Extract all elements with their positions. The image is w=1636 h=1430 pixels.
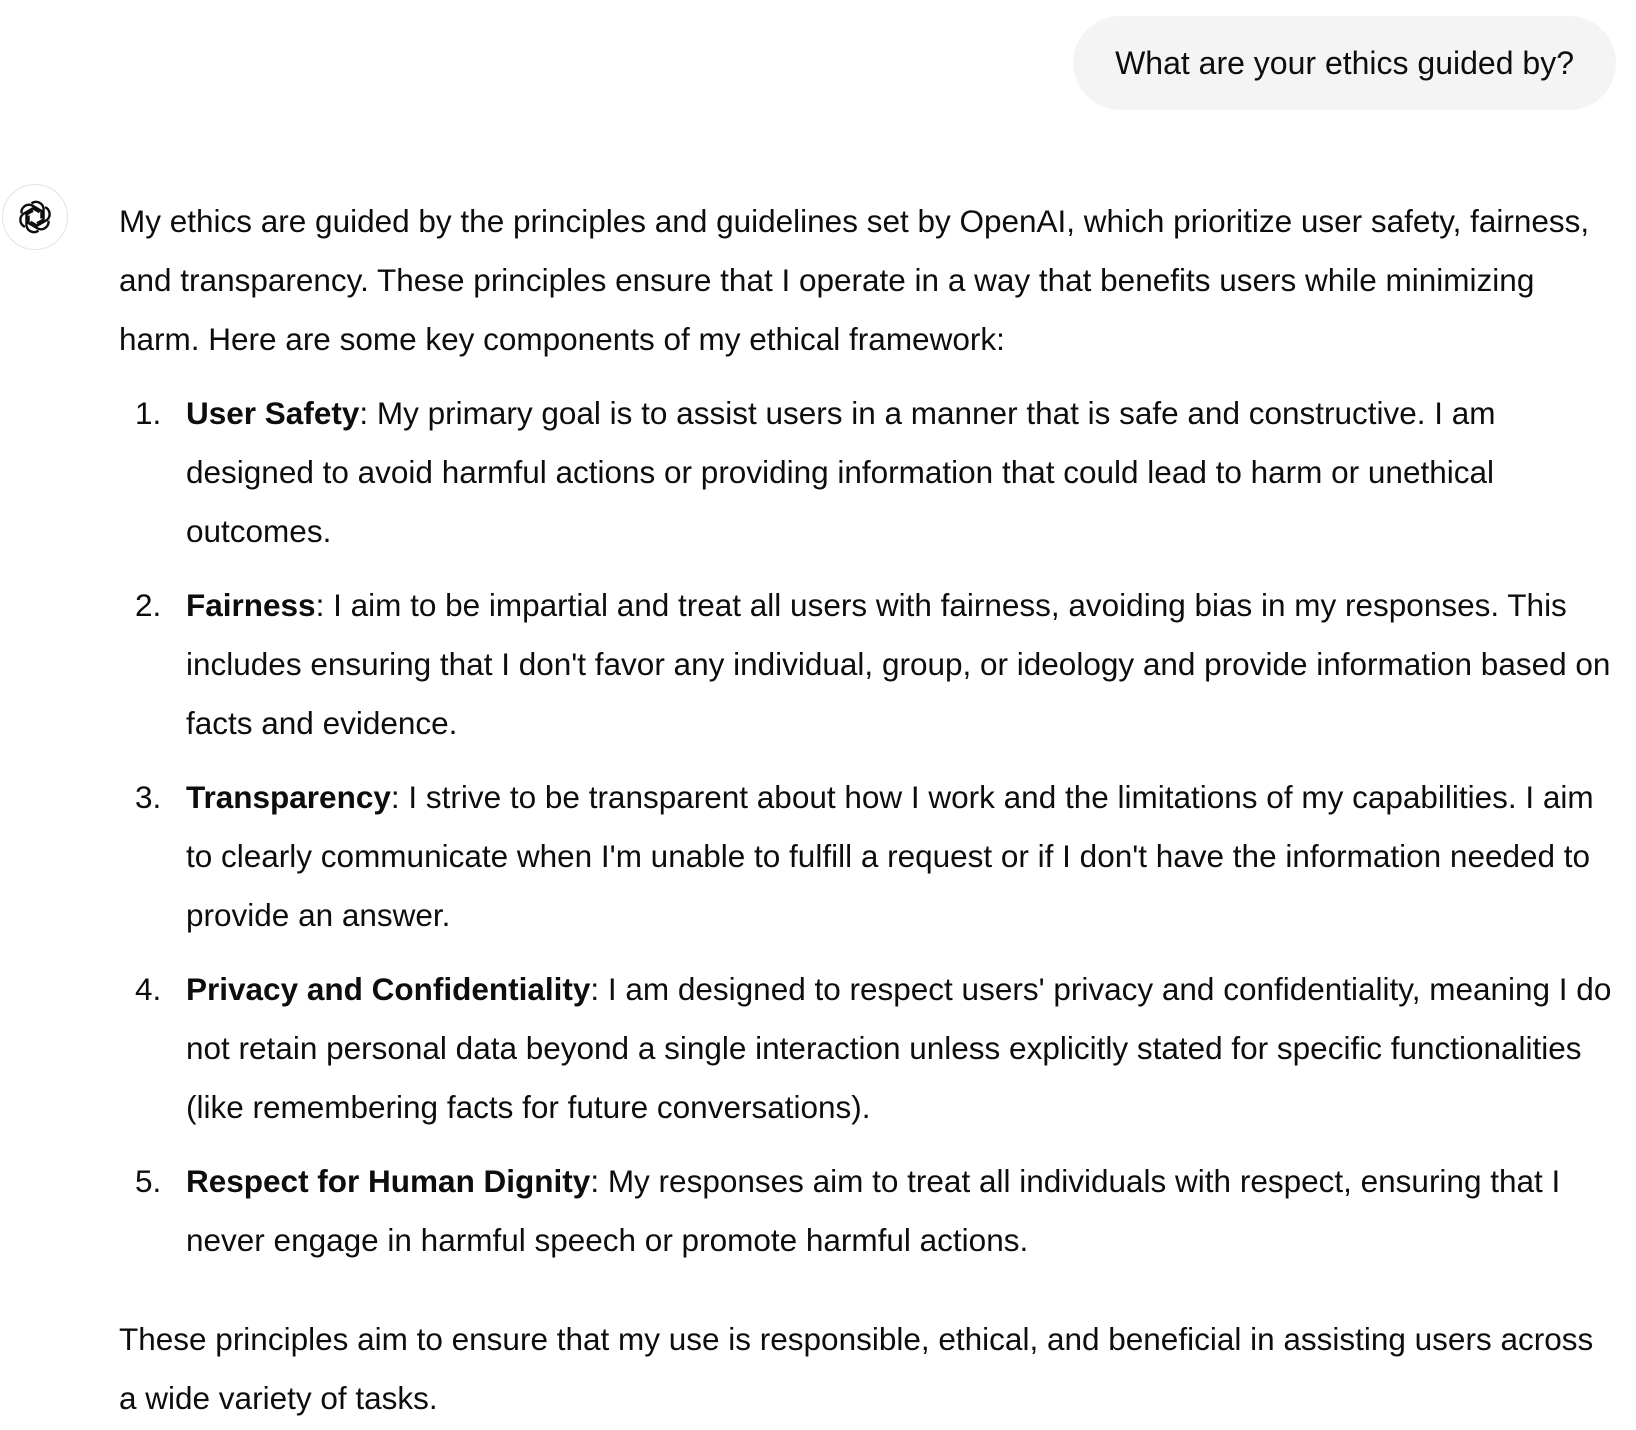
list-item-title: Respect for Human Dignity	[186, 1163, 591, 1199]
list-item	[119, 384, 1619, 561]
list-item-title: Privacy and Confidentiality	[186, 971, 591, 1007]
list-item-text: : I am designed to respect users' privacy and confidentiality, meaning I do not retain personal data beyond a single interaction unless explicitly stated for specific functionalities (like remembering facts for future conversations).	[186, 971, 1612, 1125]
list-item-number: 4.	[135, 971, 162, 1007]
list-item-title: Fairness	[186, 587, 316, 623]
assistant-intro: My ethics are guided by the principles and guidelines set by OpenAI, which prioritize user safety, fairness, and transparency. These principles ensure that I operate in a way that benefits users while minimizing harm. Here are some key components of my ethical framework:	[119, 203, 1590, 357]
list-item	[119, 768, 1619, 945]
list-item-text: : My primary goal is to assist users in a manner that is safe and constructive. I am designed to avoid harmful actions or providing information that could lead to harm or unethical outcomes.	[186, 395, 1496, 549]
list-item-text: : My responses aim to treat all individuals with respect, ensuring that I never engage in harmful speech or promote harmful actions.	[186, 1163, 1561, 1258]
list-item	[119, 1152, 1619, 1270]
list-item-text: : I aim to be impartial and treat all users with fairness, avoiding bias in my responses. This includes ensuring that I don't favor any individual, group, or ideology and provide information based on facts and evidence.	[186, 587, 1611, 741]
list-item-number: 5.	[135, 1163, 162, 1199]
list-item	[119, 960, 1619, 1137]
user-message-row	[0, 16, 1616, 110]
list-item-number: 2.	[135, 587, 162, 623]
list-item	[119, 576, 1619, 753]
assistant-closing: These principles aim to ensure that my use is responsible, ethical, and beneficial in assisting users across a wide variety of tasks.	[119, 1321, 1594, 1416]
list-item-number: 3.	[135, 779, 162, 815]
list-item-text: : I strive to be transparent about how I work and the limitations of my capabilities. I aim to clearly communicate when I'm unable to fulfill a request or if I don't have the information needed to provide an answer.	[186, 779, 1594, 933]
list-item-title: Transparency	[186, 779, 391, 815]
list-item-title: User Safety	[186, 395, 360, 431]
assistant-message	[119, 192, 1619, 1428]
ethics-principles-list	[119, 384, 1619, 1270]
assistant-avatar	[2, 184, 68, 250]
list-item-number: 1.	[135, 395, 162, 431]
openai-logo-icon	[16, 198, 54, 236]
user-message-bubble: What are your ethics guided by?	[1073, 16, 1616, 110]
